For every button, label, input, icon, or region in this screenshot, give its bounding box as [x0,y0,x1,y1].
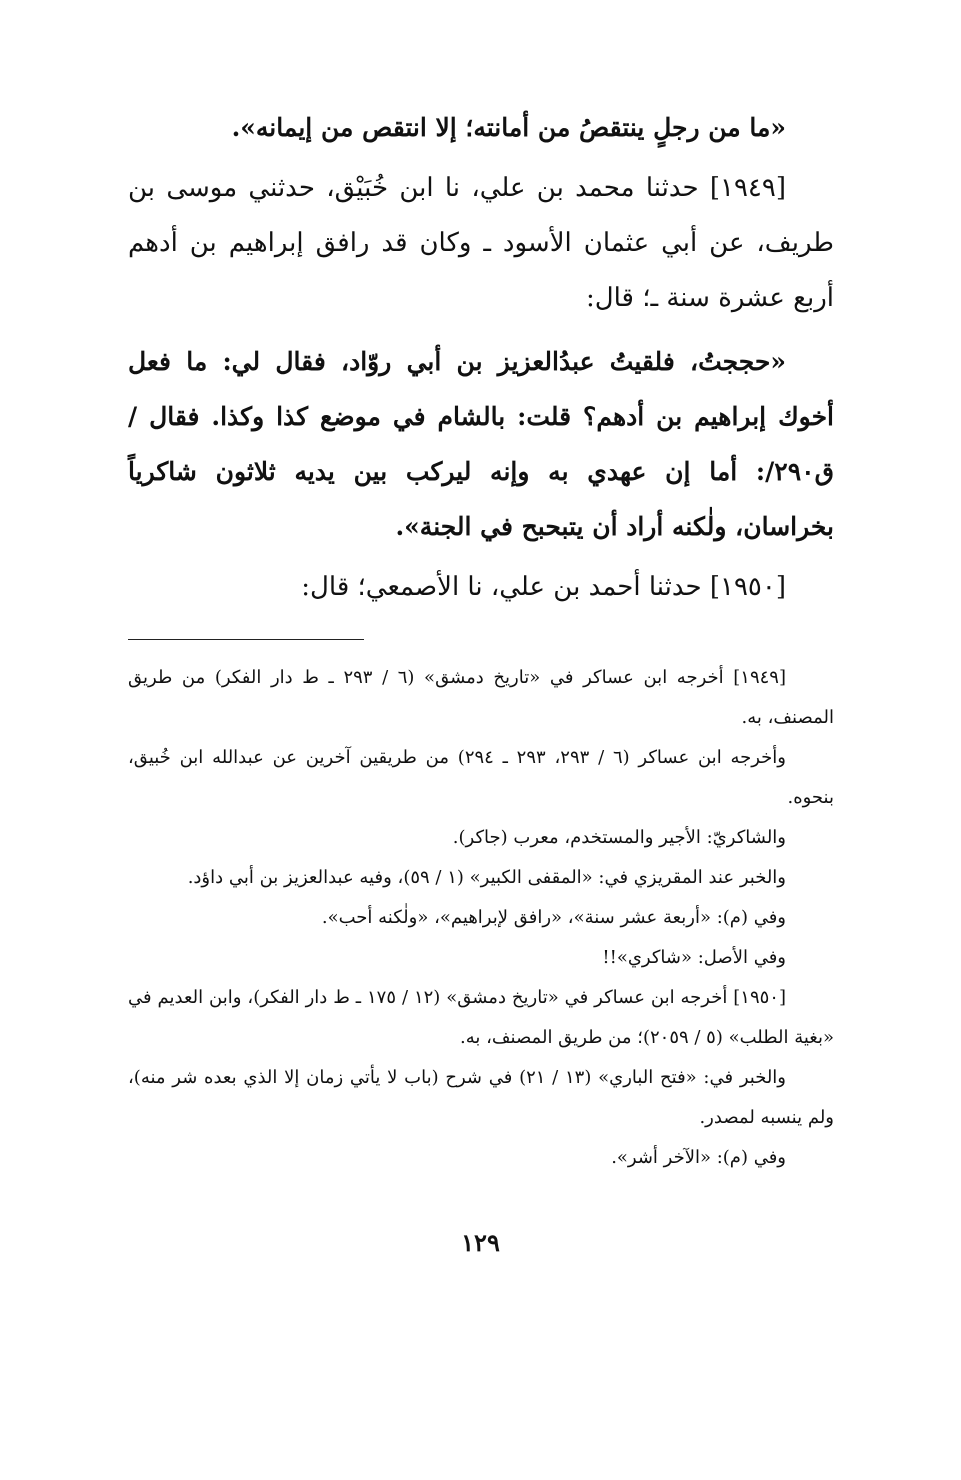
footnote-1950-fath-al-bari: والخبر في: «فتح الباري» (١٣ / ٢١) في شرح (باب لا يأتي زمان إلا الذي بعده شر منه)، ولم ينسبه لمصدر. [128,1067,834,1128]
footnote-1949-variant-asl: وفي الأصل: «شاكري»!! [602,947,786,968]
footnote-1949-other-routes: وأخرجه ابن عساكر (٦ / ٢٩٣، ٢٩٣ ـ ٢٩٤) من طريقين آخرين عن عبدالله ابن خُبيق، بنحوه. [128,747,834,808]
hadith-text-1949: «حججتُ، فلقيتُ عبدُالعزيز بن أبي روّاد، فقال لي: ما فعل أخوك إبراهيم بن أدهم؟ قلت: بالشام في موضع كذا وكذا. فقال /ق٢٩٠/: أما إن عهدي به وإنه ليركب بين يديه ثلاثون شاكرياً بخراسان، ولٰكنه أراد أن يتبحبح في الجنة». [128,347,834,541]
footnote-1949-takhrij: [١٩٤٩] أخرجه ابن عساكر في «تاريخ دمشق» (٦ / ٢٩٣ ـ ط دار الفكر) من طريق المصنف، به. [128,667,834,728]
main-text [128,100,834,615]
footnote-1950-takhrij: [١٩٥٠] أخرجه ابن عساكر في «تاريخ دمشق» (١٢ / ١٧٥ ـ ط دار الفكر)، وابن العديم في «بغية الطلب» (٥ / ٢٠٥٩)؛ من طريق المصنف، به. [128,987,834,1048]
footnote-1950-variant-m: وفي (م): «الآخر أشر». [611,1147,786,1168]
hadith-text-1948-end: «ما من رجلٍ ينتقصُ من أمانته؛ إلا انتقص من إيمانه». [231,113,786,142]
isnad-1949: [١٩٤٩] حدثنا محمد بن علي، نا ابن خُبَيْق، حدثني موسى بن طريف، عن أبي عثمان الأسود ـ وكان قد رافق إبراهيم بن أدهم أربع عشرة سنة ـ؛ قال: [128,173,834,313]
footnote-divider [128,639,364,640]
footnote-1949-maqrizi: والخبر عند المقريزي في: «المقفى الكبير» (١ / ٥٩)، وفيه عبدالعزيز بن أبي داؤد. [187,867,786,888]
footnote-1949-gloss: والشاكريّ: الأجير والمستخدم، معرب (جاكر). [452,827,786,848]
footnotes [128,658,834,1178]
footnote-1949-variant-m: وفي (م): «أربعة عشر سنة»، «رافق لإبراهيم»، «ولٰكنه أحب». [321,907,786,928]
page-number: ١٢٩ [461,1228,500,1257]
isnad-1950: [١٩٥٠] حدثنا أحمد بن علي، نا الأصمعي؛ قال: [301,572,786,602]
